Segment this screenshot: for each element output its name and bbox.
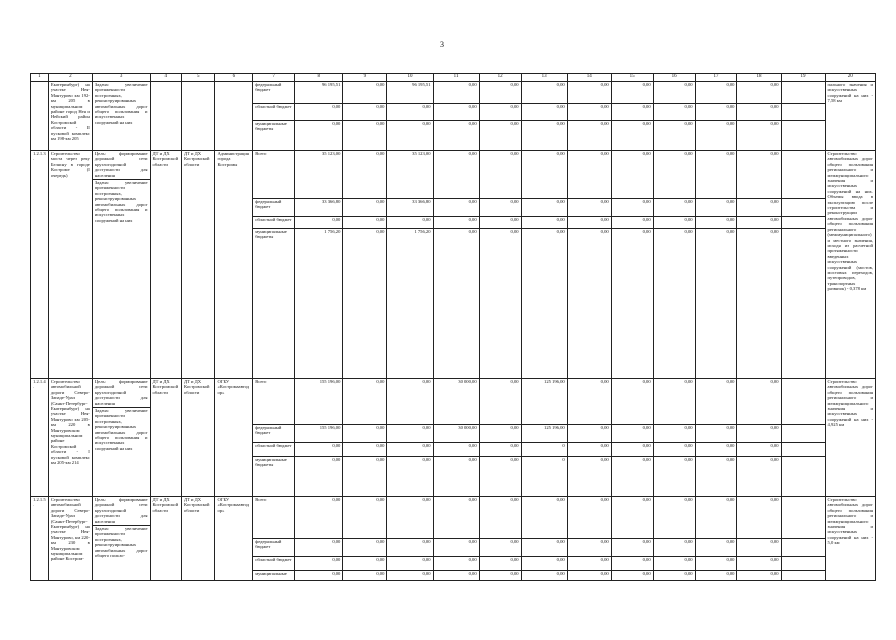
funding-value: 0,00 xyxy=(479,443,521,457)
funding-value: 0,00 xyxy=(567,199,611,217)
funding-value: 0,00 xyxy=(521,571,567,581)
funding-value: 0,00 xyxy=(611,457,653,497)
funding-source: федеральный бюджет xyxy=(253,425,295,443)
funding-value: 0,00 xyxy=(695,425,737,443)
funding-value: 0,00 xyxy=(611,151,653,199)
funding-value: 0,00 xyxy=(611,199,653,217)
item-code: 1.2.1.4. xyxy=(31,379,49,497)
column-number: 10 xyxy=(387,74,433,82)
funding-value: 0,00 xyxy=(611,379,653,425)
funding-value: 0,00 xyxy=(343,121,387,151)
funding-value: 0,00 xyxy=(479,425,521,443)
funding-value: 0,00 xyxy=(295,217,343,229)
empty-cell xyxy=(781,571,825,581)
funding-value: 0,00 xyxy=(695,497,737,539)
funding-value: 1 756,20 xyxy=(387,229,433,379)
funding-value: 0,00 xyxy=(343,557,387,571)
table-row xyxy=(31,379,876,425)
funding-source: муниципальные бюджеты xyxy=(253,229,295,379)
funding-value: 0,00 xyxy=(653,199,695,217)
funding-value: 0,00 xyxy=(737,497,781,539)
funding-value: 0,00 xyxy=(611,104,653,121)
funding-value: 0,00 xyxy=(343,104,387,121)
funding-value: 0,00 xyxy=(567,443,611,457)
funding-value: 0,00 xyxy=(295,557,343,571)
funding-value: 0,00 xyxy=(521,199,567,217)
funding-value: 0,00 xyxy=(387,443,433,457)
funding-value: 0,00 xyxy=(343,82,387,104)
funding-value: 0,00 xyxy=(521,82,567,104)
empty-cell xyxy=(781,151,825,199)
empty-cell xyxy=(781,121,825,151)
funding-value: 33 366,80 xyxy=(387,199,433,217)
column-number: 20 xyxy=(825,74,875,82)
funding-value: 0,00 xyxy=(567,497,611,539)
funding-value: 0,00 xyxy=(521,497,567,539)
empty-cell xyxy=(781,457,825,497)
funding-value: 0,00 xyxy=(387,497,433,539)
empty-cell xyxy=(781,229,825,379)
funding-value: 0,00 xyxy=(479,217,521,229)
funding-value: 0,00 xyxy=(611,497,653,539)
funding-value: 0,00 xyxy=(479,539,521,557)
funding-value: 0,00 xyxy=(343,199,387,217)
item-participant: Администрация города Костромы xyxy=(215,151,253,379)
table-row xyxy=(31,497,876,539)
funding-value: 0,00 xyxy=(611,425,653,443)
funding-value: 0,00 xyxy=(479,571,521,581)
item-name: Строительство автомобильной дороги Северо-Западе-Урал (Санкт-Петербург-Екатеринбург) на участке Нея-Мантурово км 205-км 220 в Мантуровском муниципальном районе Костромской области - I пусковой комплекс км 205-км 214 xyxy=(48,379,92,497)
funding-value: 0,00 xyxy=(737,199,781,217)
funding-source: федеральный бюджет xyxy=(253,199,295,217)
funding-value: 0,00 xyxy=(653,104,695,121)
funding-value: 0,00 xyxy=(567,457,611,497)
item-result: пального значения и искусственных сооружений на них - 7,58 км xyxy=(825,82,875,151)
funding-value: 0 xyxy=(521,457,567,497)
funding-value: 0,00 xyxy=(695,443,737,457)
funding-value: 0,00 xyxy=(737,539,781,557)
funding-value: 0,00 xyxy=(387,217,433,229)
funding-value: 0,00 xyxy=(653,229,695,379)
funding-value: 0,00 xyxy=(695,457,737,497)
column-number: 19 xyxy=(781,74,825,82)
funding-value: 0,00 xyxy=(295,121,343,151)
funding-value: 0,00 xyxy=(433,557,479,571)
funding-value: 0,00 xyxy=(567,557,611,571)
funding-value: 0,00 xyxy=(387,121,433,151)
funding-source: областной бюджет xyxy=(253,104,295,121)
funding-value: 0,00 xyxy=(653,443,695,457)
funding-source: областной бюджет xyxy=(253,557,295,571)
item-task: Задача: увеличение протяженности построенных, реконструированных автомобильных дорог общего пользо- xyxy=(94,526,148,559)
table-body xyxy=(31,74,876,581)
funding-value: 0,00 xyxy=(695,151,737,199)
funding-value: 0,00 xyxy=(653,457,695,497)
empty-cell xyxy=(781,82,825,104)
table-row xyxy=(31,82,876,104)
funding-value: 0,00 xyxy=(695,229,737,379)
funding-value: 0,00 xyxy=(521,217,567,229)
funding-value: 155 196,00 xyxy=(295,425,343,443)
funding-value: 0,00 xyxy=(387,104,433,121)
funding-value: 0,00 xyxy=(521,229,567,379)
funding-value: 0,00 xyxy=(737,379,781,425)
funding-value: 0,00 xyxy=(611,229,653,379)
program-table xyxy=(30,73,876,581)
empty-cell xyxy=(781,217,825,229)
funding-value: 0,00 xyxy=(295,457,343,497)
empty-cell xyxy=(781,379,825,425)
funding-value: 0,00 xyxy=(737,121,781,151)
funding-value: 0,00 xyxy=(295,497,343,539)
funding-value: 0,00 xyxy=(737,151,781,199)
funding-value: 0,00 xyxy=(695,557,737,571)
funding-value: 125 196,00 xyxy=(521,425,567,443)
funding-value: 0,00 xyxy=(343,379,387,425)
funding-value: 0,00 xyxy=(653,539,695,557)
item-participant: ОГБУ «Костромаавтодор» xyxy=(215,497,253,581)
empty-cell xyxy=(781,425,825,443)
item-code: 1.2.1.5. xyxy=(31,497,49,581)
table-row xyxy=(31,151,876,199)
funding-value: 155 196,00 xyxy=(295,379,343,425)
item-customer: ДТ и ДХ Костромской области xyxy=(150,151,181,379)
funding-value: 0,00 xyxy=(295,539,343,557)
funding-value: 0,00 xyxy=(479,151,521,199)
column-number: 1 xyxy=(31,74,49,82)
funding-value: 0,00 xyxy=(567,539,611,557)
item-goal-task xyxy=(92,151,150,379)
funding-source: Всего xyxy=(253,497,295,539)
item-name: Строительство моста через реку Белясну в городе Костроме (I очередь) xyxy=(48,151,92,379)
column-number: 6 xyxy=(215,74,253,82)
column-number: 7 xyxy=(253,74,295,82)
funding-value: 0,00 xyxy=(737,425,781,443)
column-number: 13 xyxy=(521,74,567,82)
funding-value: 0,00 xyxy=(567,121,611,151)
column-number-row xyxy=(31,74,876,82)
funding-value: 0,00 xyxy=(479,104,521,121)
funding-value: 0,00 xyxy=(433,104,479,121)
funding-value: 0,00 xyxy=(567,104,611,121)
funding-value: 0,00 xyxy=(387,425,433,443)
item-executor: ДТ и ДХ Костромской области xyxy=(181,497,215,581)
item-executor: ДТ и ДХ Костромской области xyxy=(181,379,215,497)
funding-source: областной бюджет xyxy=(253,443,295,457)
funding-value: 0,00 xyxy=(343,497,387,539)
funding-value: 0,00 xyxy=(479,379,521,425)
funding-source: Всего xyxy=(253,151,295,199)
item-task: Задача: увеличение протяженности построенных, реконструированных автомобильных дорог общего пользования и искусственных сооружений на них xyxy=(94,408,148,451)
funding-value: 35 123,00 xyxy=(295,151,343,199)
item-goal: Цель: формирование дорожной сети круглогодичной доступности для населения xyxy=(93,151,150,180)
funding-source: федеральный бюджет xyxy=(253,539,295,557)
funding-value: 0,00 xyxy=(479,497,521,539)
column-number: 11 xyxy=(433,74,479,82)
funding-value: 0,00 xyxy=(695,379,737,425)
funding-value: 0,00 xyxy=(433,443,479,457)
funding-source: муниципальные бюджеты xyxy=(253,457,295,497)
column-number: 15 xyxy=(611,74,653,82)
item-goal-task xyxy=(92,379,150,497)
funding-value: 0,00 xyxy=(737,104,781,121)
funding-value: 0,00 xyxy=(521,539,567,557)
empty-cell xyxy=(781,539,825,557)
funding-source: областной бюджет xyxy=(253,217,295,229)
funding-value: 0,00 xyxy=(433,539,479,557)
funding-value: 96 195,51 xyxy=(387,82,433,104)
item-goal-task xyxy=(92,497,150,581)
funding-value: 0,00 xyxy=(343,217,387,229)
funding-value: 0,00 xyxy=(737,229,781,379)
funding-value: 0,00 xyxy=(479,199,521,217)
funding-value: 0,00 xyxy=(695,571,737,581)
column-number: 4 xyxy=(150,74,181,82)
funding-value: 0,00 xyxy=(695,217,737,229)
funding-value: 0,00 xyxy=(611,217,653,229)
funding-value: 0,00 xyxy=(479,457,521,497)
funding-value: 0,00 xyxy=(653,121,695,151)
funding-value: 0,00 xyxy=(343,151,387,199)
funding-value: 0,00 xyxy=(343,457,387,497)
funding-value: 0,00 xyxy=(611,443,653,457)
funding-value: 0,00 xyxy=(611,539,653,557)
item-customer: ДТ и ДХ Костромской области xyxy=(150,497,181,581)
item-participant xyxy=(215,82,253,151)
funding-value: 0,00 xyxy=(521,104,567,121)
funding-value: 30 000,00 xyxy=(433,425,479,443)
funding-value: 30 000,00 xyxy=(433,379,479,425)
column-number: 8 xyxy=(295,74,343,82)
item-customer: ДТ и ДХ Костромской области xyxy=(150,379,181,497)
empty-cell xyxy=(781,497,825,539)
funding-value: 0,00 xyxy=(479,557,521,571)
funding-value: 0,00 xyxy=(567,425,611,443)
funding-value: 125 196,00 xyxy=(521,379,567,425)
item-name: Екатеринбург) на участке Нея-Мантурово км 192-км 205 в муниципальном районе город Нея и Нейский район Костромской области - II пусковой комплекс км 198-км 205 xyxy=(48,82,92,151)
funding-value: 0,00 xyxy=(567,229,611,379)
item-result: Строительство автомобильных дорог общего пользования регионального и межмуниципального значения и искусственных сооружений на них. Объемы ввода в эксплуатацию после строительства и реконструкции автомобильных дорог общего пользования регионального (межмуниципального) и местного значения, исходя из расчетной протяженности введенных искусственных сооружений (мостов, мостовых переходов, путепроводов, транспортных развязок) - 0,378 км xyxy=(825,151,875,379)
funding-value: 0,00 xyxy=(653,497,695,539)
item-goal: Цель: формирование дорожной сети круглогодичной доступности для населения xyxy=(93,497,150,526)
funding-value: 0,00 xyxy=(653,571,695,581)
column-number: 5 xyxy=(181,74,215,82)
funding-value: 0,00 xyxy=(695,104,737,121)
funding-value: 0,00 xyxy=(611,557,653,571)
funding-value: 0,00 xyxy=(737,457,781,497)
funding-value: 0,00 xyxy=(567,217,611,229)
column-number: 18 xyxy=(737,74,781,82)
item-executor: ДТ и ДХ Костромской области xyxy=(181,151,215,379)
funding-value: 0,00 xyxy=(653,557,695,571)
funding-value: 0,00 xyxy=(433,217,479,229)
item-name: Строительство автомобильной дороги Северо-Западе-Урал (Санкт-Петербург-Екатеринбург) на участке Нея-Мантурово, км 220-км 230 в Мантуровском муниципальном районе Костром- xyxy=(48,497,92,581)
funding-value: 0,00 xyxy=(567,571,611,581)
funding-value: 0,00 xyxy=(567,82,611,104)
funding-value: 0,00 xyxy=(387,539,433,557)
funding-value: 35 123,00 xyxy=(387,151,433,199)
funding-value: 0,00 xyxy=(433,457,479,497)
item-task: Задача: увеличение протяженности построенных, реконструированных автомобильных дорог общего пользования и искусственных сооружений на них xyxy=(94,180,148,223)
column-number: 2 xyxy=(48,74,92,82)
column-number: 3 xyxy=(92,74,150,82)
funding-value: 0,00 xyxy=(343,425,387,443)
funding-source: муниципальные бюджеты xyxy=(253,121,295,151)
funding-value: 0,00 xyxy=(737,443,781,457)
funding-value: 0,00 xyxy=(521,121,567,151)
funding-source: Всего xyxy=(253,379,295,425)
funding-value: 0,00 xyxy=(737,571,781,581)
item-executor xyxy=(181,82,215,151)
funding-value: 0,00 xyxy=(611,82,653,104)
item-participant: ОГБУ «Костромаавтодор» xyxy=(215,379,253,497)
funding-value: 0,00 xyxy=(433,199,479,217)
funding-value: 0,00 xyxy=(433,571,479,581)
page-number: 3 xyxy=(440,40,444,49)
funding-value: 1 756,20 xyxy=(295,229,343,379)
funding-value: 0,00 xyxy=(611,571,653,581)
funding-value: 0,00 xyxy=(295,104,343,121)
item-goal: Цель: формирование дорожной сети круглогодичной доступности для населения xyxy=(93,379,150,408)
funding-value: 0,00 xyxy=(695,82,737,104)
funding-value: 0,00 xyxy=(653,217,695,229)
column-number: 17 xyxy=(695,74,737,82)
column-number: 12 xyxy=(479,74,521,82)
funding-value: 0,00 xyxy=(653,425,695,443)
item-result: Строительство автомобильных дорог общего пользования регионального и межмуниципального значения и искусственных сооружений на них - 5,0 км xyxy=(825,497,875,581)
funding-value: 0,00 xyxy=(479,229,521,379)
item-code xyxy=(31,82,49,151)
funding-value: 0,00 xyxy=(433,151,479,199)
funding-value: 0,00 xyxy=(433,82,479,104)
funding-value: 0,00 xyxy=(387,557,433,571)
funding-value: 96 195,51 xyxy=(295,82,343,104)
empty-cell xyxy=(781,557,825,571)
funding-value: 0,00 xyxy=(521,557,567,571)
funding-value: 0,00 xyxy=(343,571,387,581)
funding-value: 33 366,80 xyxy=(295,199,343,217)
item-code: 1.2.1.3. xyxy=(31,151,49,379)
funding-value: 0,00 xyxy=(387,379,433,425)
funding-value: 0,00 xyxy=(695,539,737,557)
funding-source: федеральный бюджет xyxy=(253,82,295,104)
funding-value: 0,00 xyxy=(737,557,781,571)
empty-cell xyxy=(781,443,825,457)
funding-value: 0,00 xyxy=(737,82,781,104)
funding-value: 0,00 xyxy=(343,229,387,379)
funding-value: 0,00 xyxy=(433,229,479,379)
funding-value: 0,00 xyxy=(653,379,695,425)
funding-value: 0,00 xyxy=(567,379,611,425)
item-task: Задача: увеличение протяженности построенных, реконструированных автомобильных дорог общего пользования и искусственных сооружений на них xyxy=(92,82,150,151)
funding-value: 0,00 xyxy=(387,571,433,581)
funding-value: 0 xyxy=(521,443,567,457)
funding-value: 0,00 xyxy=(737,217,781,229)
column-number: 14 xyxy=(567,74,611,82)
empty-cell xyxy=(781,199,825,217)
funding-value: 0,00 xyxy=(567,151,611,199)
item-customer xyxy=(150,82,181,151)
funding-value: 0,00 xyxy=(433,497,479,539)
funding-value: 0,00 xyxy=(479,121,521,151)
funding-value: 0,00 xyxy=(433,121,479,151)
funding-value: 0,00 xyxy=(653,82,695,104)
funding-value: 0,00 xyxy=(521,151,567,199)
funding-value: 0,00 xyxy=(695,121,737,151)
funding-value: 0,00 xyxy=(387,457,433,497)
funding-value: 0,00 xyxy=(653,151,695,199)
funding-source: муниципальные xyxy=(253,571,295,581)
funding-value: 0,00 xyxy=(611,121,653,151)
funding-value: 0,00 xyxy=(343,443,387,457)
empty-cell xyxy=(781,104,825,121)
funding-value: 0,00 xyxy=(695,199,737,217)
column-number: 16 xyxy=(653,74,695,82)
funding-value: 0,00 xyxy=(479,82,521,104)
item-result: Строительство автомобильных дорог общего пользования регионального и межмуниципального значения и искусственных сооружений на них - 4,925 км xyxy=(825,379,875,497)
column-number: 9 xyxy=(343,74,387,82)
funding-value: 0,00 xyxy=(343,539,387,557)
funding-value: 0,00 xyxy=(295,571,343,581)
funding-value: 0,00 xyxy=(295,443,343,457)
